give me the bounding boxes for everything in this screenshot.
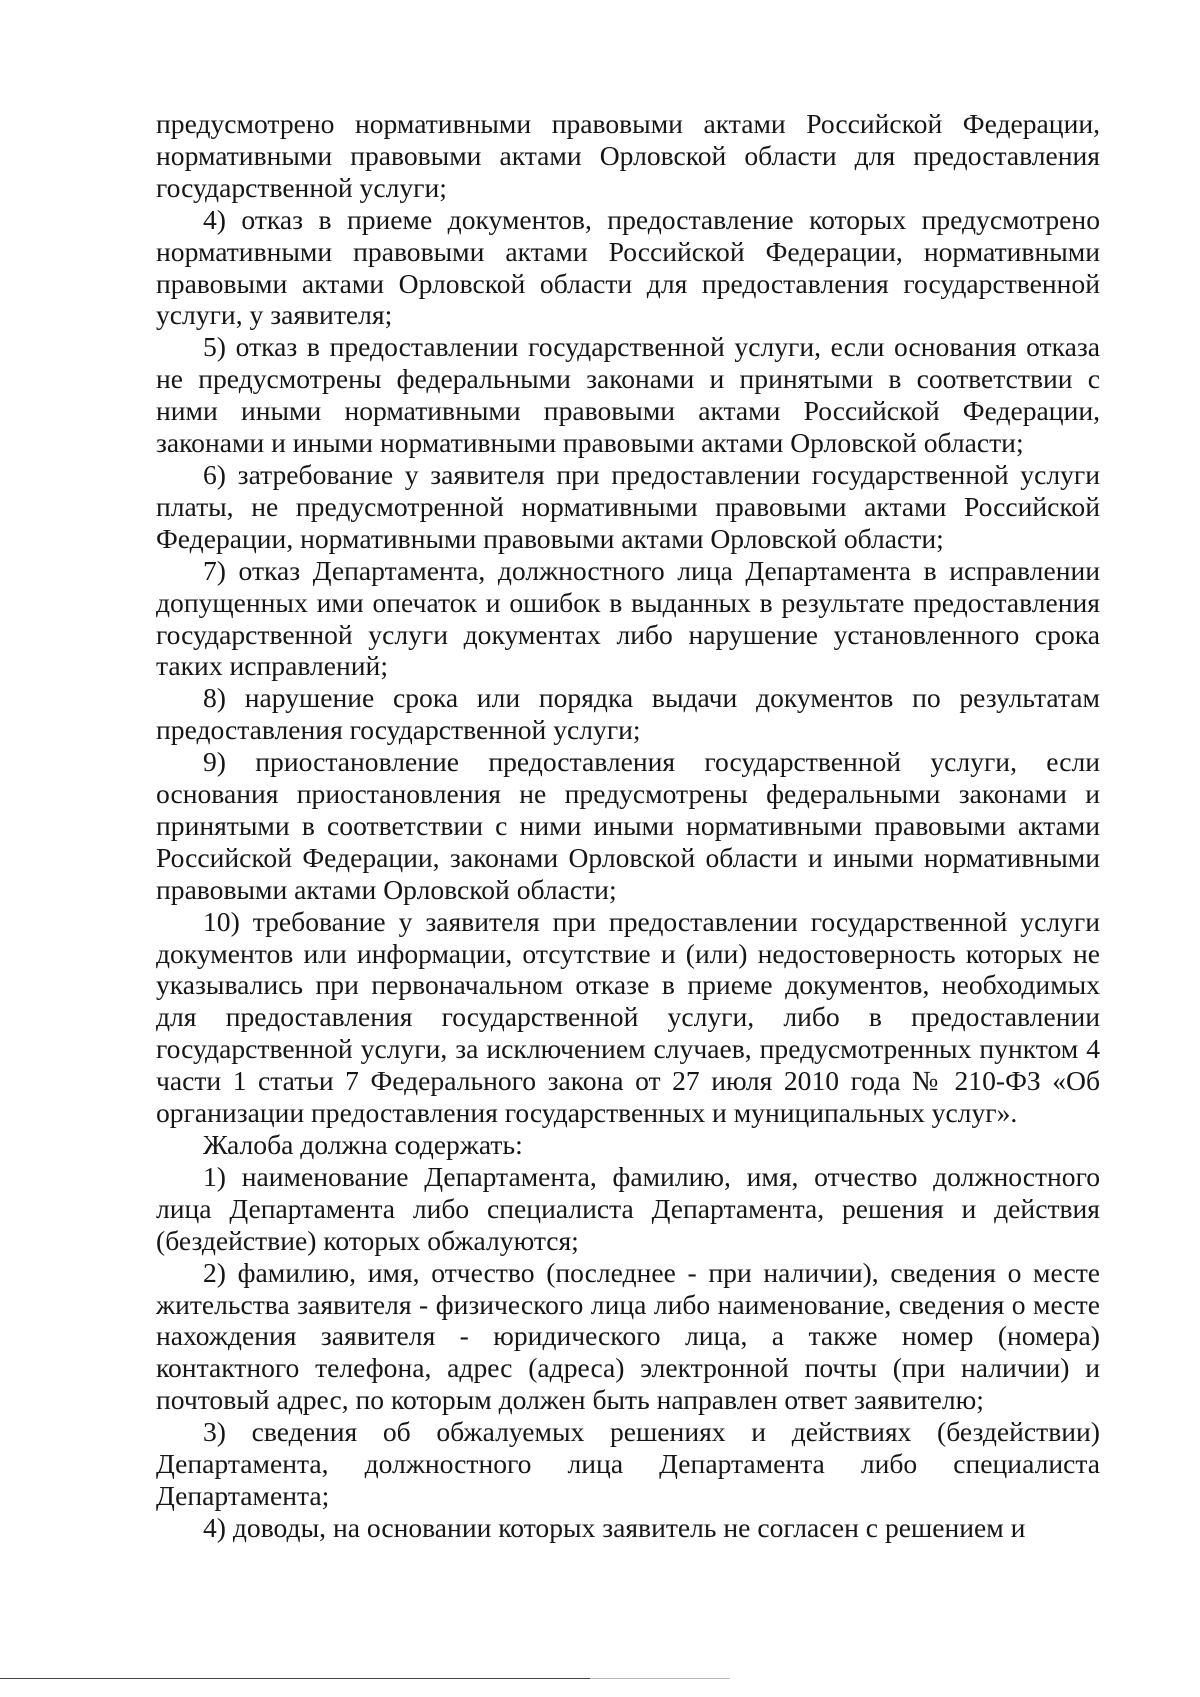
scan-edge-line: [0, 1678, 590, 1679]
paragraph-continuation: предусмотрено нормативными правовыми актами Российской Федерации, нормативными правовыми актами Орловской области для предоставления государственной услуги;: [156, 108, 1100, 203]
paragraph-requirement-4: 4) доводы, на основании которых заявитель не согласен с решением и: [203, 1511, 1026, 1543]
paragraph-requirement-2: 2) фамилию, имя, отчество (последнее - при наличии), сведения о месте жительства заявителя - физического лица либо наименование, сведения о месте нахождения заявителя - юридического лица, а также номер (номера) контактного телефона, адрес (адреса) электронной почты (при наличии) и почтовый адрес, по которым должен быть направлен ответ заявителю;: [156, 1256, 1100, 1416]
scan-edge-line-faint: [590, 1678, 730, 1679]
paragraph-item-5: 5) отказ в предоставлении государственной услуги, если основания отказа не предусмотрены федеральными законами и принятыми в соответствии с ними иными нормативными правовыми актами Российской Федерации, законами и иными нормативными правовыми актами Орловской области;: [156, 331, 1100, 459]
paragraph-item-9: 9) приостановление предоставления государственной услуги, если основания приостановления не предусмотрены федеральными законами и принятыми в соответствии с ними иными нормативными правовыми актами Российской Федерации, законами Орловской области и иными нормативными правовыми актами Орловской области;: [156, 746, 1100, 905]
paragraph-item-10: 10) требование у заявителя при предоставлении государственной услуги документов или информации, отсутствие и (или) недостоверность которых не указывались при первоначальном отказе в приеме документов, необходимых для предоставления государственной услуги, либо в предоставлении государственной услуги, за исключением случаев, предусмотренных пунктом 4 части 1 статьи 7 Федерального закона от 27 июля 2010 года № 210-ФЗ «Об организации предоставления государственных и муниципальных услуг».: [156, 905, 1100, 1129]
paragraph-requirement-3: 3) сведения об обжалуемых решениях и действиях (бездействии) Департамента, должностного лица Департамента либо специалиста Департамента;: [156, 1416, 1100, 1511]
paragraph-requirement-1: 1) наименование Департамента, фамилию, имя, отчество должностного лица Департамента либо специалиста Департамента, решения и действия (бездействие) которых обжалуются;: [156, 1160, 1100, 1256]
paragraph-item-4: 4) отказ в приеме документов, предоставление которых предусмотрено нормативными правовыми актами Российской Федерации, нормативными правовыми актами Орловской области для предоставления государственной услуги, у заявителя;: [156, 203, 1100, 331]
document-body: [156, 108, 1100, 1544]
paragraph-complaint-heading: Жалоба должна содержать:: [203, 1129, 523, 1160]
paragraph-item-8: 8) нарушение срока или порядка выдачи документов по результатам предоставления государственной услуги;: [156, 682, 1100, 746]
paragraph-item-7: 7) отказ Департамента, должностного лица Департамента в исправлении допущенных ими опечаток и ошибок в выданных в результате предоставления государственной услуги документах либо нарушение установленного срока таких исправлений;: [156, 554, 1100, 682]
paragraph-item-6: 6) затребование у заявителя при предоставлении государственной услуги платы, не предусмотренной нормативными правовыми актами Российской Федерации, нормативными правовыми актами Орловской области;: [156, 458, 1100, 554]
